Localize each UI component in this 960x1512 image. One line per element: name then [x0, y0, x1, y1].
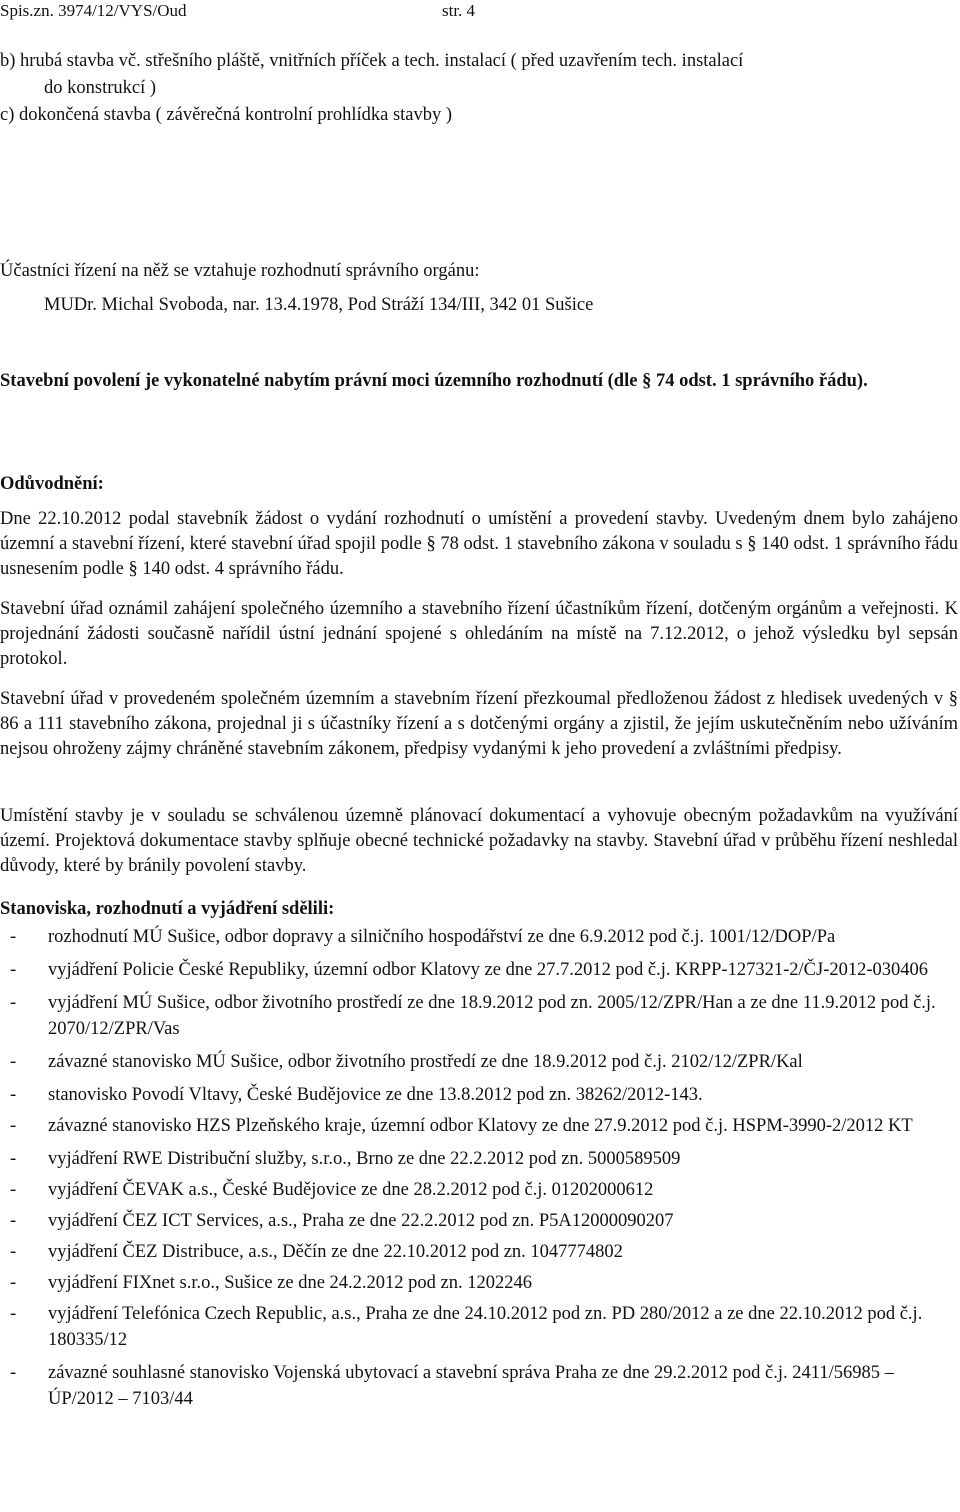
list-dash: -: [10, 1052, 17, 1072]
justification-paragraph: Stavební úřad oznámil zahájení společného územního a stavebního řízení účastníkům řízení, dotčeným orgánům a veřejnosti. K projednání žádosti současně nařídil ústní jednání spojené s ohledáním na místě na 7.12.2012, o jehož výsledku byl sepsán protokol.: [0, 599, 958, 669]
list-item-text: závazné stanovisko MÚ Sušice, odbor životního prostředí ze dne 18.9.2012 pod č.j. 2102/12/ZPR/Kal: [48, 1052, 803, 1072]
list-item-text: vyjádření ČEVAK a.s., České Budějovice ze dne 28.2.2012 pod č.j. 01202000612: [48, 1180, 654, 1200]
list-item-text: vyjádření FIXnet s.r.o., Sušice ze dne 24.2.2012 pod zn. 1202246: [48, 1273, 533, 1293]
list-item: [0, 1113, 958, 1139]
permit-statement: Stavební povolení je vykonatelné nabytím právní moci územního rozhodnutí (dle § 74 odst. 1 správního řádu).: [0, 371, 868, 391]
list-dash: -: [10, 1085, 17, 1105]
list-item: [0, 1360, 958, 1412]
phase-c: c) dokončená stavba ( závěrečná kontrolní prohlídka stavby ): [0, 105, 453, 125]
list-dash: -: [10, 993, 17, 1013]
list-item: [0, 990, 958, 1042]
list-dash: -: [10, 1149, 17, 1169]
participants-section: [0, 254, 958, 322]
list-dash: -: [10, 960, 17, 980]
list-dash: -: [10, 1273, 17, 1293]
list-item-text: rozhodnutí MÚ Sušice, odbor dopravy a silničního hospodářství ze dne 6.9.2012 pod č.j. 1001/12/DOP/Pa: [48, 927, 836, 947]
list-dash: -: [10, 1242, 17, 1262]
list-item: [0, 1177, 958, 1203]
list-dash: -: [10, 1180, 17, 1200]
list-item: [0, 1270, 958, 1296]
list-item: [0, 1239, 958, 1265]
list-dash: -: [10, 1363, 17, 1383]
list-item: [0, 1301, 958, 1353]
list-item-text: vyjádření ČEZ Distribuce, a.s., Děčín ze dne 22.10.2012 pod zn. 1047774802: [48, 1242, 623, 1262]
list-item: [0, 1208, 958, 1234]
list-item-text: vyjádření Policie České Republiky, územní odbor Klatovy ze dne 27.7.2012 pod č.j. KRPP-127321-2/ČJ-2012-030406: [48, 960, 929, 980]
page-number: str. 4: [442, 1, 476, 20]
list-item: [0, 957, 958, 983]
list-dash: -: [10, 927, 17, 947]
participant-name: MUDr. Michal Svoboda, nar. 13.4.1978, Pod Stráží 134/III, 342 01 Sušice: [44, 295, 594, 315]
list-item-text: vyjádření MÚ Sušice, odbor životního prostředí ze dne 18.9.2012 pod zn. 2005/12/ZPR/Han a ze dne 11.9.2012 pod č.j. 2070/12/ZPR/Vas: [48, 993, 936, 1039]
opinions-list: [0, 924, 958, 1419]
list-dash: -: [10, 1304, 17, 1324]
file-reference: Spis.zn. 3974/12/VYS/Oud: [0, 1, 187, 20]
list-item: [0, 1082, 958, 1108]
participants-heading: Účastníci řízení na něž se vztahuje rozhodnutí správního orgánu:: [0, 261, 480, 281]
list-item-text: vyjádření Telefónica Czech Republic, a.s., Praha ze dne 24.10.2012 pod zn. PD 280/2012 a ze dne 22.10.2012 pod č.j. 180335/12: [48, 1304, 923, 1350]
list-dash: -: [10, 1116, 17, 1136]
justification-paragraph: Stavební úřad v provedeném společném územním a stavebním řízení přezkoumal předloženou žádost z hledisek uvedených v § 86 a 111 stavebního zákona, projednal ji s účastníky řízení a s dotčenými orgány a zjistil, že jejím uskutečněním nebo užíváním nejsou ohroženy zájmy chráněné stavebním zákonem, předpisy vydanými k jeho provedení a zvláštními předpisy.: [0, 689, 958, 759]
list-item-text: závazné souhlasné stanovisko Vojenská ubytovací a stavební správa Praha ze dne 29.2.2012 pod č.j. 2411/56985 – ÚP/2012 – 7103/44: [48, 1363, 894, 1409]
list-item: [0, 1146, 958, 1172]
list-item-text: závazné stanovisko HZS Plzeňského kraje, územní odbor Klatovy ze dne 27.9.2012 pod č.j. HSPM-3990-2/2012 KT: [48, 1116, 913, 1136]
justification-heading: Odůvodnění:: [0, 474, 104, 494]
phase-b: b) hrubá stavba vč. střešního pláště, vnitřních příček a tech. instalací ( před uzavřením tech. instalací: [0, 51, 744, 71]
justification-paragraph: Umístění stavby je v souladu se schválenou územně plánovací dokumentací a vyhovuje obecným požadavkům na využívání území. Projektová dokumentace stavby splňuje obecné technické požadavky na stavby. Stavební úřad v průběhu řízení neshledal důvody, které by bránily povolení stavby.: [0, 806, 958, 876]
list-item-text: stanovisko Povodí Vltavy, České Budějovice ze dne 13.8.2012 pod zn. 38262/2012-143.: [48, 1085, 703, 1105]
justification-paragraph: Dne 22.10.2012 podal stavebník žádost o vydání rozhodnutí o umístění a provedení stavby. Uvedeným dnem bylo zahájeno územní a stavební řízení, které stavební úřad spojil podle § 78 odst. 1 stavebního zákona v souladu s § 140 odst. 1 správního řádu usnesením podle § 140 odst. 4 správního řádu.: [0, 509, 958, 579]
list-item: [0, 1049, 958, 1075]
list-dash: -: [10, 1211, 17, 1231]
phase-b-continuation: do konstrukcí ): [44, 78, 157, 98]
inspection-phases: [0, 48, 958, 129]
list-item-text: vyjádření RWE Distribuční služby, s.r.o., Brno ze dne 22.2.2012 pod zn. 5000589509: [48, 1149, 681, 1169]
opinions-heading: Stanoviska, rozhodnutí a vyjádření sdělili:: [0, 899, 335, 919]
list-item: [0, 924, 958, 950]
list-item-text: vyjádření ČEZ ICT Services, a.s., Praha ze dne 22.2.2012 pod zn. P5A12000090207: [48, 1211, 674, 1231]
